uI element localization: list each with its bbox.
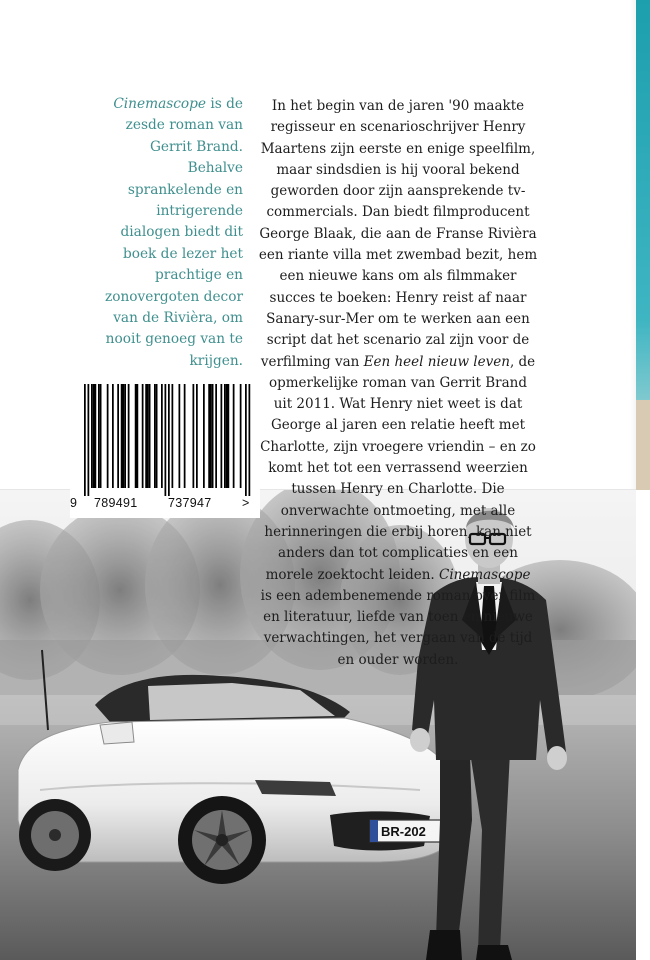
barcode-bar [245, 384, 247, 496]
license-plate-text: BR-202 [381, 824, 426, 839]
barcode-bars [70, 378, 260, 496]
barcode-bar [156, 384, 158, 488]
summary-part-2: , de opmerkelijke roman van Gerrit Brand uit 2011. Wat Henry niet weet is dat George al jaren een relatie heeft met Charlotte, zijn vroegere vriendin – en zo komt het tot een verrassend weerzien tussen Henry en Charlotte. Die onverwachte ontmoeting, met alle herinneringen die erbij horen, kan niet anders dan tot complicaties en een morele zoektocht leiden. [260, 353, 536, 583]
barcode-bar [224, 384, 226, 488]
barcode-bar [203, 384, 205, 488]
teaser-blurb [100, 94, 243, 372]
barcode-bar [149, 384, 151, 488]
barcode-bar [210, 384, 212, 488]
spine-edge-tan [636, 400, 650, 490]
summary-book-title: Cinemascope [439, 566, 531, 583]
isbn-group-1: 789491 [94, 496, 138, 510]
barcode-bar [100, 384, 102, 488]
barcode-bar [226, 384, 228, 488]
summary-part-3: is een adembenemende roman over film en literatuur, liefde van toen en nieuwe verwachtingen, het vergaan van de tijd en ouder worden. [260, 587, 536, 668]
barcode-bar [128, 384, 130, 488]
barcode-bar [84, 384, 86, 496]
barcode-bar [172, 384, 174, 488]
isbn-end-mark: > [242, 496, 250, 510]
barcode-bar [107, 384, 109, 488]
barcode-bar [212, 384, 214, 488]
isbn-barcode [70, 378, 260, 518]
barcode-bar [121, 384, 123, 488]
book-summary [258, 96, 538, 671]
barcode-bar [98, 384, 100, 488]
barcode-bar [88, 384, 90, 496]
blurb-book-title: Cinemascope [113, 96, 207, 112]
spine-edge-teal [636, 0, 650, 400]
barcode-bar [168, 384, 170, 496]
barcode-bar [208, 384, 210, 488]
isbn-group-2: 737947 [168, 496, 212, 510]
barcode-bar [135, 384, 137, 488]
barcode-bar [112, 384, 114, 488]
isbn-first-digit: 9 [70, 496, 78, 510]
barcode-bar [145, 384, 147, 488]
barcode-bar [221, 384, 223, 488]
front-wheel [178, 796, 266, 884]
barcode-bar [137, 384, 139, 488]
barcode-bar [184, 384, 186, 488]
barcode-bar [228, 384, 230, 488]
barcode-bar [117, 384, 119, 488]
barcode-bar [161, 384, 163, 488]
blurb-text: is de zesde roman van Gerrit Brand. Behalve sprankelende en intrigerende dialogen biedt dit boek de lezer het prachtige en zonovergoten decor van de Rivièra, om nooit genoeg van te krijgen. [105, 96, 243, 369]
barcode-bar [249, 384, 251, 496]
barcode-bar [240, 384, 242, 488]
summary-novel-title: Een heel nieuw leven [363, 353, 510, 370]
barcode-bar [215, 384, 217, 488]
barcode-bar [193, 384, 195, 488]
barcode-bar [142, 384, 144, 488]
barcode-bar [91, 384, 93, 488]
summary-part-1: In het begin van de jaren '90 maakte regisseur en scenarioschrijver Henry Maartens zijn eerste en enige speelfilm, maar sindsdien is hij vooral bekend geworden door zijn aansprekende tv-commercials. Dan biedt filmproducent George Blaak, die aan de Franse Rivièra een riante villa met zwembad bezit, hem een nieuwe kans om als filmmaker succes te boeken: Henry reist af naar Sanary-sur-Mer om te werken aan een script dat het scenario zal zijn voor de verfilming van [258, 98, 538, 370]
barcode-bar [179, 384, 181, 488]
barcode-bar [147, 384, 149, 488]
barcode-bar [123, 384, 125, 488]
barcode-bar [165, 384, 167, 496]
barcode-bar [124, 384, 126, 488]
barcode-bar [233, 384, 235, 488]
barcode-bar [196, 384, 198, 488]
barcode-bar [154, 384, 156, 488]
barcode-bar [95, 384, 97, 488]
barcode-bar [93, 384, 95, 488]
rear-wheel [19, 799, 91, 871]
